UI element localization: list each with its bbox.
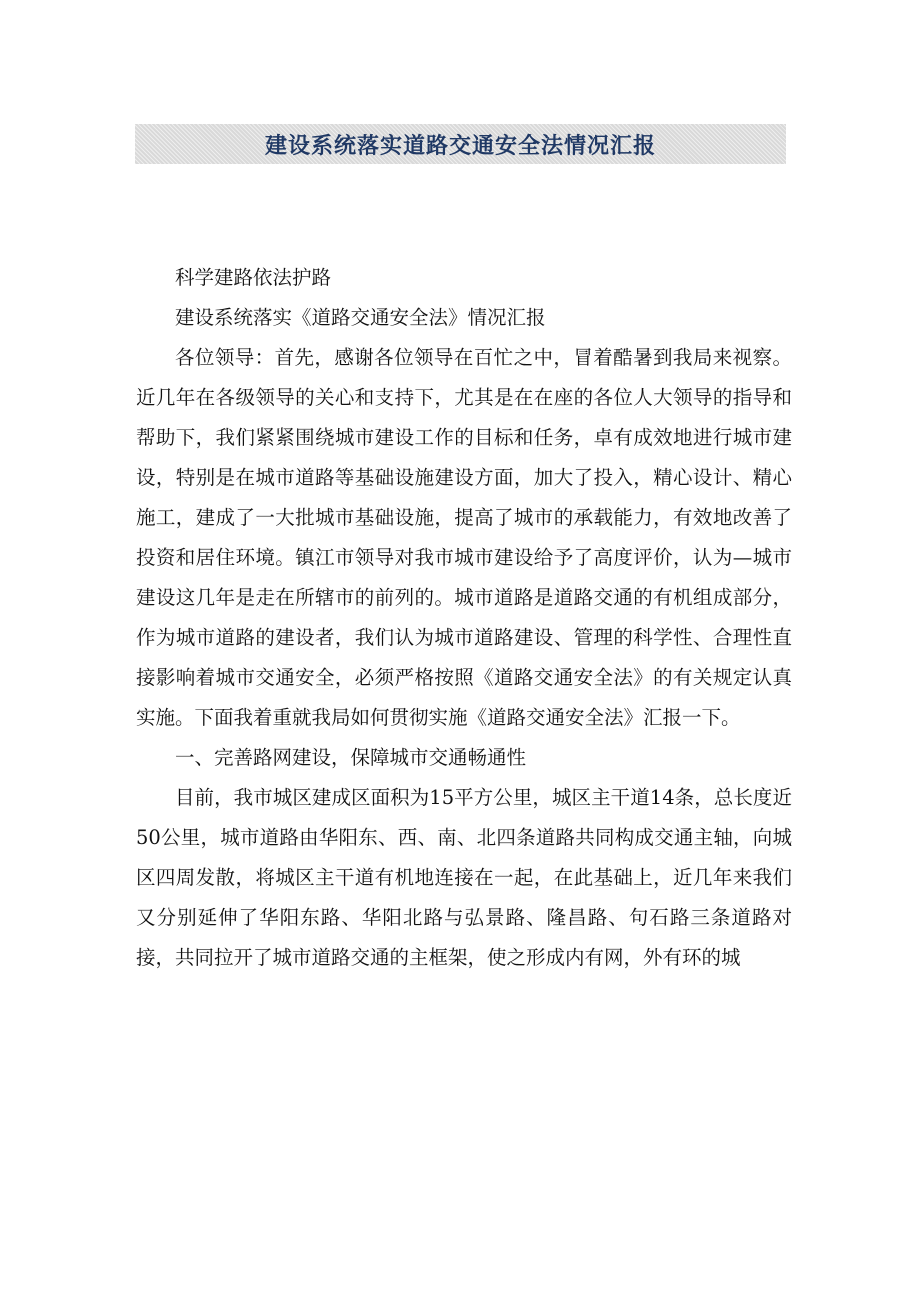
document-title: 建设系统落实道路交通安全法情况汇报 [264,133,656,159]
body-paragraph: 各位领导：首先，感谢各位领导在百忙之中，冒着酷暑到我局来视察。近几年在各级领导的关心和支持下，尤其是在在座的各位人大领导的指导和帮助下，我们紧紧围绕城市建设工作的目标和任务，卓有成效地进行城市建设，特别是在城市道路等基础设施建设方面，加大了投入，精心设计、精心施工，建成了一大批城市基础设施，提高了城市的承载能力，有效地改善了投资和居住环境。镇江市领导对我市城市建设给予了高度评价，认为—城市建设这几年是走在所辖市的前列的。城市道路是道路交通的有机组成部分，作为城市道路的建设者，我们认为城市道路建设、管理的科学性、合理性直接影响着城市交通安全，必须严格按照《道路交通安全法》的有关规定认真实施。下面我着重就我局如何贯彻实施《道路交通安全法》汇报一下。 [136,346,792,729]
title-banner [135,124,786,164]
subtitle-report: 建设系统落实《道路交通安全法》情况汇报 [175,306,546,329]
section-heading: 一、完善路网建设，保障城市交通畅通性 [175,746,527,769]
body-paragraph: 目前，我市城区建成区面积为15平方公里，城区主干道14条，总长度近50公里，城市道路由华阳东、西、南、北四条道路共同构成交通主轴，向城区四周发散，将城区主干道有机地连接在一起，在此基础上，近几年来我们又分别延伸了华阳东路、华阳北路与弘景路、隆昌路、句石路三条道路对接，共同拉开了城市道路交通的主框架，使之形成内有网，外有环的城 [136,786,792,969]
document-body [136,258,792,978]
subtitle-slogan: 科学建路依法护路 [175,266,332,289]
